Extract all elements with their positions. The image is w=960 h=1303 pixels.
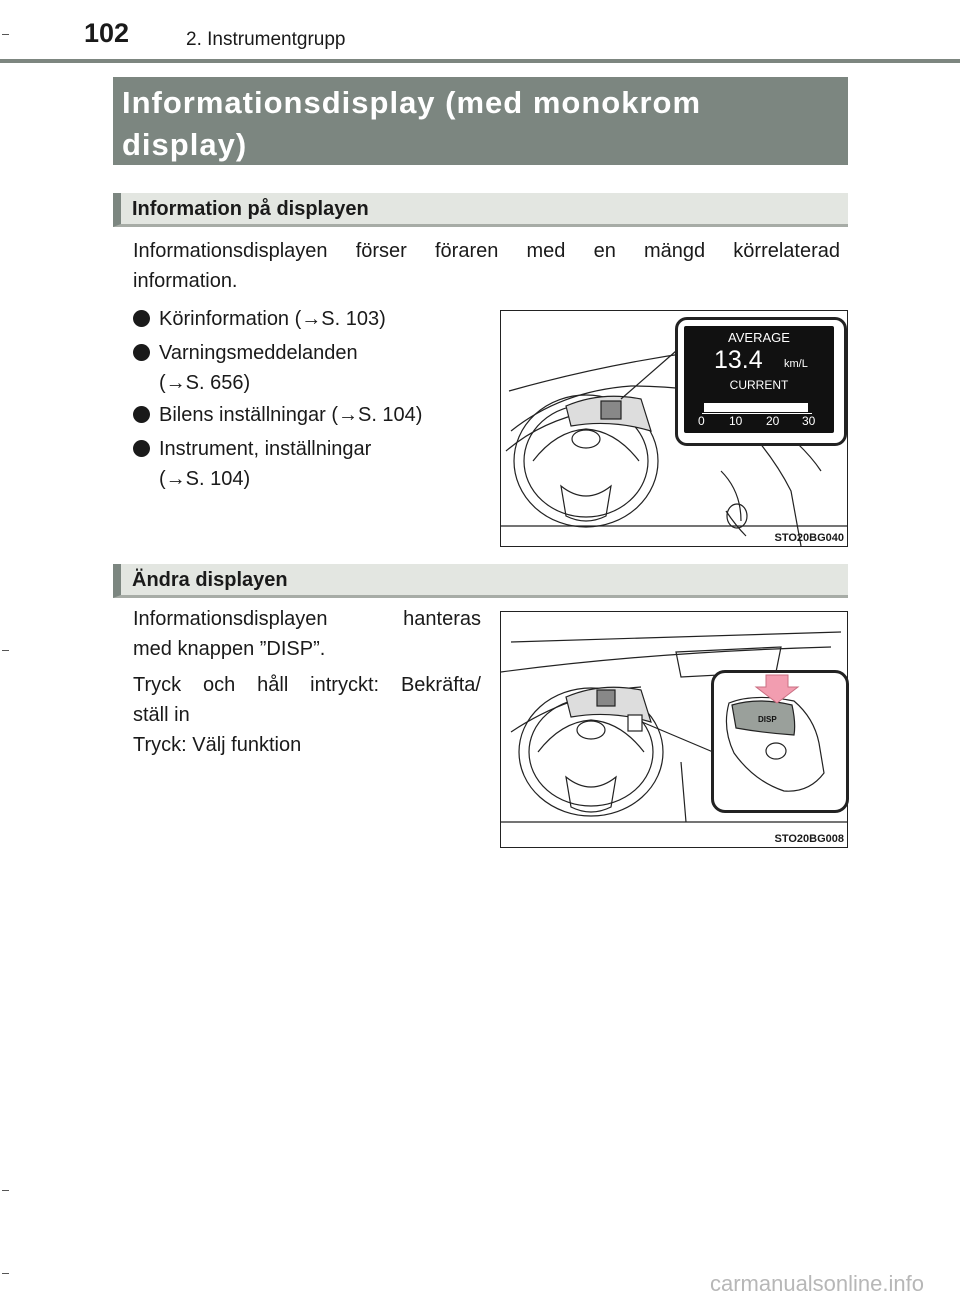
main-title-line2: display) — [122, 127, 248, 162]
display-scale-line — [702, 413, 812, 414]
bullet-item-continuation: (→S. 104) — [159, 468, 251, 490]
display-unit: km/L — [784, 358, 808, 370]
bullet-dot-icon — [133, 344, 150, 361]
display-label-average: AVERAGE — [728, 330, 790, 345]
display-scale-tick: 10 — [729, 414, 743, 428]
paragraph-press-line: Tryck: Välj funktion — [133, 734, 302, 756]
figure-disp-button — [500, 611, 848, 848]
watermark: carmanualsonline.info — [709, 1271, 924, 1296]
crop-mark — [2, 1273, 9, 1274]
paragraph-disp-line2: med knappen ”DISP”. — [133, 638, 326, 660]
display-scale-tick: 20 — [766, 414, 780, 428]
bullet-item: Varningsmeddelanden — [133, 338, 358, 368]
display-scale-tick: 30 — [802, 414, 816, 428]
paragraph-disp-line1: Informationsdisplayen hanteras — [133, 608, 481, 630]
bullet-dot-icon — [133, 310, 150, 327]
bullet-item: Instrument, inställningar — [133, 434, 371, 464]
bullet-item: Körinformation (→S. 103) — [133, 304, 386, 334]
figure-code: STO20BG008 — [774, 833, 844, 845]
main-title-line1: Informationsdisplay (med monokrom — [122, 85, 702, 120]
monochrome-display — [684, 326, 834, 433]
display-bar — [704, 403, 808, 412]
bullet-dot-icon — [133, 440, 150, 457]
bullet-item: Bilens inställningar (→S. 104) — [133, 400, 422, 430]
bullet-item-continuation: (→S. 656) — [159, 372, 251, 394]
figure-dashboard-display — [500, 310, 848, 547]
chapter-title: 2. Instrumentgrupp — [186, 29, 346, 50]
paragraph-hold-line2: ställ in — [133, 704, 190, 726]
paragraph-hold-line1: Tryck och håll intryckt: Bekräfta/ — [133, 674, 481, 696]
crop-mark — [2, 1190, 9, 1191]
disp-button-callout — [711, 670, 849, 813]
section-heading-information: Information på displayen — [113, 193, 848, 227]
disp-button-illustration — [714, 673, 840, 804]
crop-mark — [2, 34, 9, 35]
figure-code: STO20BG040 — [774, 532, 844, 544]
section-heading-change-display: Ändra displayen — [113, 564, 848, 598]
display-scale-tick: 0 — [698, 414, 705, 428]
header-divider — [0, 59, 960, 63]
display-value: 13.4 — [714, 346, 763, 374]
display-callout — [675, 317, 847, 446]
bullet-dot-icon — [133, 406, 150, 423]
main-title — [113, 77, 848, 165]
intro-line1: Informationsdisplayen förser föraren med en mängd körrelaterad — [133, 240, 840, 262]
intro-line2: information. — [133, 270, 238, 292]
page-number: 102 — [84, 18, 130, 48]
disp-button-label: DISP — [758, 715, 777, 724]
crop-mark — [2, 650, 9, 651]
display-label-current: CURRENT — [729, 378, 789, 392]
